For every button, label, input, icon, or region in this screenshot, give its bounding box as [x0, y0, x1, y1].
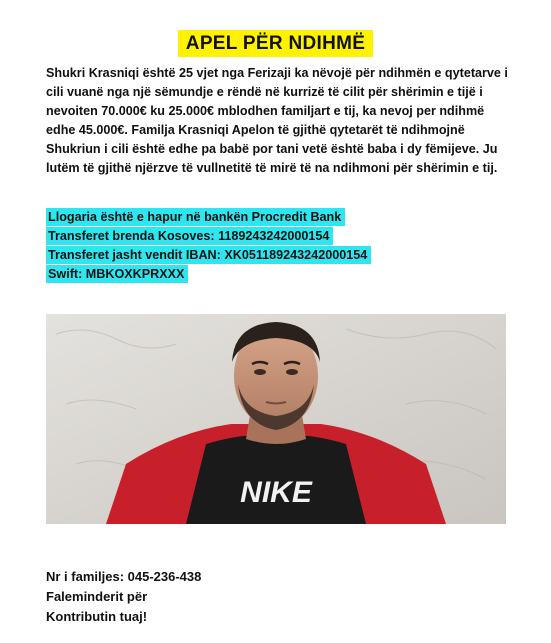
bank-account-line: Llogaria është e hapur në bankën Procredit Bank — [46, 208, 345, 226]
family-phone-number: Nr i familjes: 045-236-438 — [46, 569, 202, 584]
portrait-illustration — [46, 314, 506, 524]
swift-line: Swift: MBKOXKPRXXX — [46, 265, 188, 283]
page-title: APEL PËR NDIHMË — [178, 30, 373, 57]
thanks-line: Faleminderit për — [46, 589, 148, 604]
transfer-abroad-line: Transferet jasht vendit IBAN: XK051189243242000154 — [46, 246, 371, 264]
footer-contact — [46, 567, 201, 627]
title-container — [0, 30, 551, 57]
right-eye — [286, 369, 298, 375]
bank-details — [46, 208, 371, 284]
portrait-photo — [46, 314, 506, 524]
transfer-local-line: Transferet brenda Kosoves: 1189243242000154 — [46, 227, 333, 245]
appeal-paragraph: Shukri Krasniqi është 25 vjet nga Ferizaji ka nëvojë për ndihmën e qytetarve i cili vuanë nga një sëmundje e rëndë në kurrizë të cilit për shërimin e tijë i nevoiten 70.000€ ku 25.000€ mblodhen familjart e tij, ka nevoj per ndihmë edhe 45.000€. Familja Krasniqi Apelon të gjithë qytetarët të ndihmojnë Shukriun i cili është edhe pa babë por tani vetë është baba i dy fëmijeve. Ju lutëm të gjithë njërzve të vullnetitë të mirë të na ndihmoni për shërimin e tij. — [46, 66, 508, 175]
left-eye — [254, 369, 266, 375]
contribution-line: Kontributin tuaj! — [46, 609, 148, 624]
shirt-logo: NIKE — [240, 476, 312, 509]
